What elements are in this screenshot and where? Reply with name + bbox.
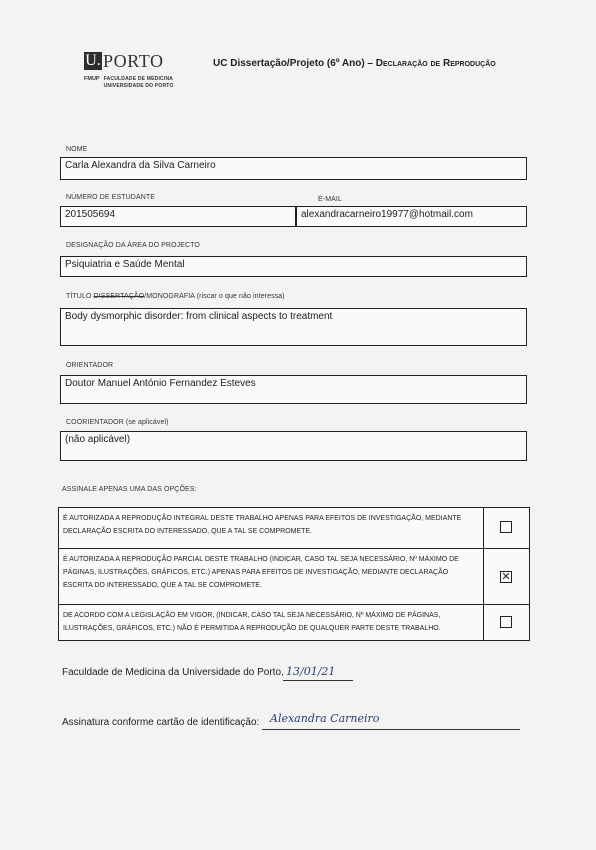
document-title xyxy=(213,58,496,69)
title-main: UC Dissertação/Projeto (6º Ano) – xyxy=(213,58,376,69)
option-row-integral xyxy=(59,508,529,548)
option-divider xyxy=(483,605,484,640)
option-text: É AUTORIZADA A REPRODUÇÃO INTEGRAL DESTE TRABALHO APENAS PARA EFEITOS DE INVESTIGAÇÃO, MEDIANTE DECLARAÇÃO ESCRITA DO INTERESSADO, QUE A TAL SE COMPROMETE. xyxy=(63,515,462,535)
titulo-label xyxy=(66,293,285,300)
option-text: DE ACORDO COM A LEGISLAÇÃO EM VIGOR, (INDICAR, CASO TAL SEJA NECESSÁRIO, Nº MÁXIMO DE PÁGINAS, ILUSTRAÇÕES, GRÁFICOS, ETC.) NÃO É PERMITIDA A REPRODUÇÃO DE QUALQUER PARTE DESTE TRABALHO. xyxy=(63,612,441,632)
option-checkbox-nao-permitida[interactable] xyxy=(500,616,512,628)
titulo-label-struck: DISSERTAÇÃO xyxy=(93,293,145,300)
option-divider xyxy=(483,508,484,548)
option-divider xyxy=(483,549,484,604)
email-field[interactable]: alexandracarneiro19977@hotmail.com xyxy=(296,206,527,227)
reproduction-options-table xyxy=(58,507,530,641)
u-porto-logo xyxy=(84,52,174,89)
title-declaration: Declaração de Reprodução xyxy=(375,58,496,69)
option-row-nao-permitida xyxy=(59,604,529,640)
signature-handwritten[interactable]: Alexandra Carneiro xyxy=(270,712,380,725)
logo-porto-text: PORTO xyxy=(103,51,164,71)
orientador-label: ORIENTADOR xyxy=(66,362,114,369)
coorientador-label: COORIENTADOR (se aplicável) xyxy=(66,419,169,426)
nome-field[interactable]: Carla Alexandra da Silva Carneiro xyxy=(60,157,527,180)
numero-field[interactable]: 201505694 xyxy=(60,206,296,227)
signature-underline xyxy=(262,729,520,730)
signature-label: Assinatura conforme cartão de identificação: xyxy=(62,717,260,728)
titulo-label-b: /MONOGRAFIA (riscar o que não interessa) xyxy=(144,293,285,300)
options-heading: ASSINALE APENAS UMA DAS OPÇÕES: xyxy=(62,486,197,493)
logo-line-university: UNIVERSIDADE DO PORTO xyxy=(103,82,174,89)
option-text: É AUTORIZADA A REPRODUÇÃO PARCIAL DESTE TRABALHO (INDICAR, CASO TAL SEJA NECESSÁRIO, Nº MÁXIMO DE PÁGINAS, ILUSTRAÇÕES, GRÁFICOS, ETC.) APENAS PARA EFEITOS DE INVESTIGAÇÃO, MEDIANTE DECLARAÇÃO ESCRITA DO INTERESSADO, QUE A TAL SE COMPROMETE. xyxy=(63,556,459,589)
orientador-field[interactable]: Doutor Manuel António Fernandez Esteves xyxy=(60,375,527,404)
area-label: DESIGNAÇÃO DA ÁREA DO PROJECTO xyxy=(66,242,200,249)
logo-line-faculty: FACULDADE DE MEDICINA xyxy=(103,76,174,82)
date-underline xyxy=(283,680,353,681)
email-label: E-MAIL xyxy=(318,196,342,203)
date-handwritten[interactable]: 13/01/21 xyxy=(286,665,336,678)
numero-label: NÚMERO DE ESTUDANTE xyxy=(66,194,156,201)
coorientador-field[interactable]: (não aplicável) xyxy=(60,431,527,461)
option-checkbox-integral[interactable] xyxy=(500,521,512,533)
place-date-label: Faculdade de Medicina da Universidade do Porto, xyxy=(62,667,284,678)
option-checkbox-parcial[interactable]: ✕ xyxy=(501,570,511,583)
logo-u-mark: U. xyxy=(85,52,101,69)
option-row-parcial xyxy=(59,548,529,604)
logo-fmup: FMUP xyxy=(84,76,100,82)
area-field[interactable]: Psiquiatria e Saúde Mental xyxy=(60,256,527,277)
titulo-label-a: TÍTULO xyxy=(66,293,94,300)
titulo-field[interactable]: Body dysmorphic disorder: from clinical aspects to treatment xyxy=(60,308,527,346)
nome-label: NOME xyxy=(66,146,88,153)
